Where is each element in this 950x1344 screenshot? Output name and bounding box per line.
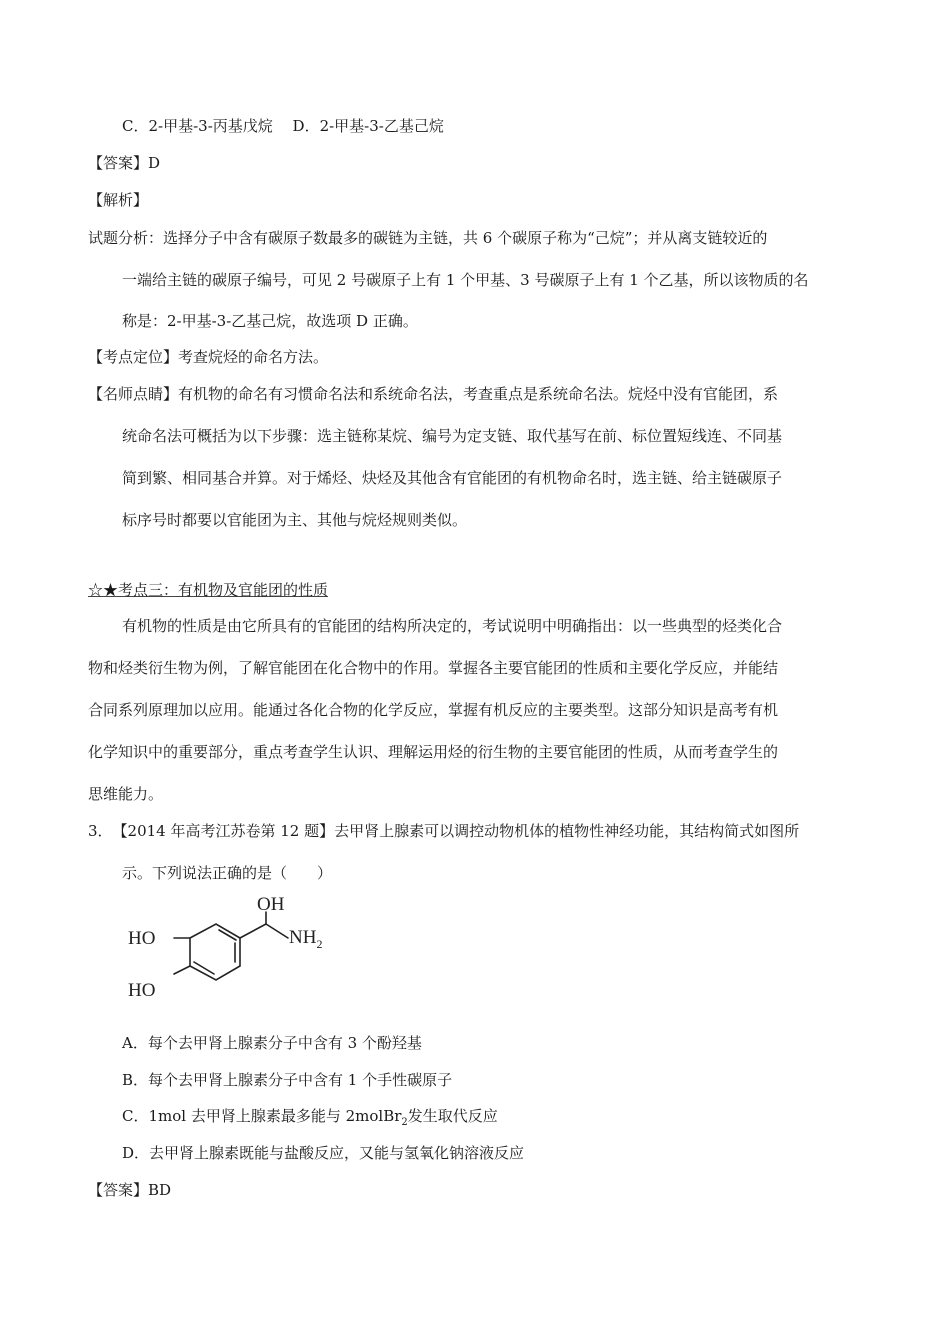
- oh-label: OH: [257, 894, 285, 915]
- q3-answer: 【答案】BD: [88, 1181, 172, 1199]
- q3-stem-line-2: 示。下列说法正确的是（ ）: [122, 864, 333, 882]
- ho-upper-label: HO: [128, 928, 156, 949]
- q2-analysis-line-3: 称是：2-甲基-3-乙基己烷，故选项 D 正确。: [122, 312, 418, 330]
- q3-option-a: A．每个去甲肾上腺素分子中含有 3 个酚羟基: [122, 1034, 422, 1052]
- q2-options-cd: C．2-甲基-3-丙基戊烷 D．2-甲基-3-乙基己烷: [122, 117, 444, 135]
- norepinephrine-structure: [120, 894, 340, 1008]
- section3-para-line-4: 化学知识中的重要部分，重点考查学生认识、理解运用烃的衍生物的主要官能团的性质，从而考查学生的: [88, 743, 779, 761]
- q2-mingshi-line-4: 标序号时都要以官能团为主、其他与烷烃规则类似。: [122, 511, 468, 529]
- q2-mingshi-line-2: 统命名法可概括为以下步骤：选主链称某烷、编号为定支链、取代基写在前、标位置短线连、不同基: [122, 427, 783, 445]
- section3-para-line-5: 思维能力。: [88, 785, 164, 803]
- q2-mingshi-line-1: 【名师点睛】有机物的命名有习惯命名法和系统命名法，考查重点是系统命名法。烷烃中没有官能团，系: [88, 385, 779, 403]
- q2-mingshi-line-3: 简到繁、相同基合并算。对于烯烃、炔烃及其他含有官能团的有机物命名时，选主链、给主链碳原子: [122, 469, 783, 487]
- q2-answer: 【答案】D: [88, 154, 161, 172]
- q2-analysis-line-1: 试题分析：选择分子中含有碳原子数最多的碳链为主链，共 6 个碳原子称为“己烷”；并从离支链较近的: [88, 229, 768, 247]
- section3-title: ☆★考点三：有机物及官能团的性质: [88, 581, 329, 599]
- q3-option-c: C．1mol 去甲肾上腺素最多能与 2molBr$_2$发生取代反应: [122, 1107, 498, 1128]
- section3-para-line-2: 物和烃类衍生物为例，了解官能团在化合物中的作用。掌握各主要官能团的性质和主要化学反应，并能结: [88, 659, 779, 677]
- q2-analysis-line-2: 一端给主链的碳原子编号，可见 2 号碳原子上有 1 个甲基、3 号碳原子上有 1 个乙基，所以该物质的名: [122, 271, 809, 289]
- q3-stem-line-1: 3． 【2014 年高考江苏卷第 12 题】去甲肾上腺素可以调控动物机体的植物性神经功能，其结构简式如图所: [88, 822, 800, 840]
- section3-para-line-3: 合同系列原理加以应用。能通过各化合物的化学反应，掌握有机反应的主要类型。这部分知识是高考有机: [88, 701, 779, 719]
- section3-para-line-1: 有机物的性质是由它所具有的官能团的结构所决定的，考试说明中明确指出：以一些典型的烃类化合: [122, 617, 783, 635]
- q2-kaodian: 【考点定位】考查烷烃的命名方法。: [88, 348, 329, 366]
- q3-option-b: B．每个去甲肾上腺素分子中含有 1 个手性碳原子: [122, 1071, 453, 1089]
- q2-analysis-label: 【解析】: [88, 191, 149, 209]
- ho-lower-label: HO: [128, 980, 156, 1001]
- nh2-label: $NH_2$: [289, 927, 323, 951]
- q3-option-d: D．去甲肾上腺素既能与盐酸反应，又能与氢氧化钠溶液反应: [122, 1144, 525, 1162]
